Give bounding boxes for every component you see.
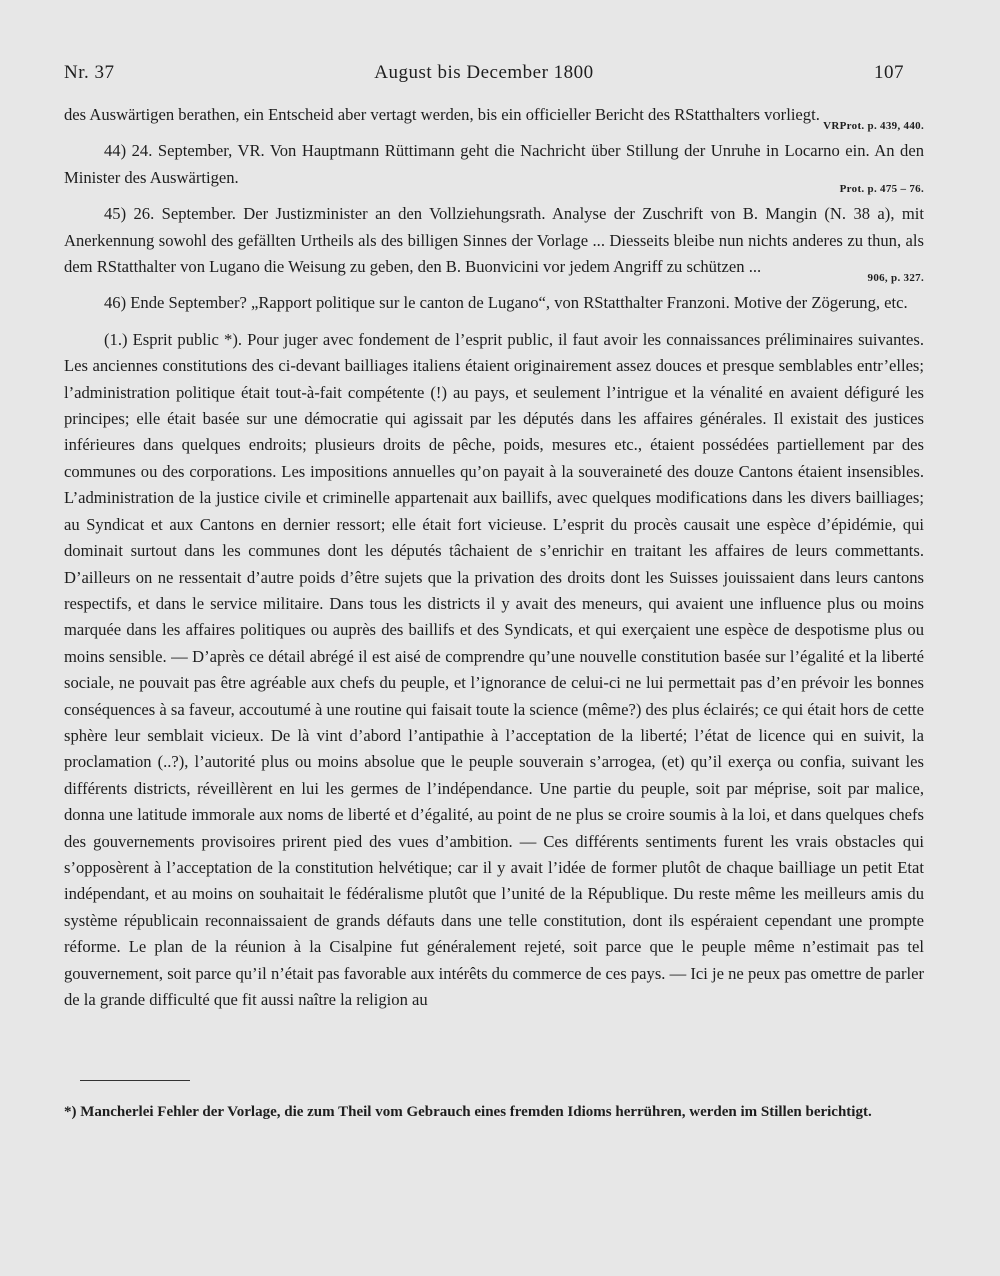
document-number: Nr. 37 (64, 62, 115, 83)
footnote: *) Mancherlei Fehler der Vorlage, die zum Theil vom Gebrauch eines fremden Idioms herrühren, werden im Stillen berichtigt. (64, 1104, 872, 1120)
footnote-divider (80, 1080, 190, 1081)
entry-44: 44) 24. September, VR. Von Hauptmann Rüttimann geht die Nachricht über Stillung der Unruhe in Locarno ein. An den Minister des Auswärtigen. (64, 141, 924, 187)
running-title: August bis December 1800 (374, 62, 594, 83)
entry-45: 45) 26. September. Der Justizminister an den Vollziehungsrath. Analyse der Zuschrift von B. Mangin (N. 38 a), mit Anerkennung sowohl des gefällten Urtheils als des billigen Sinnes der Vorlage ... Diesseits bleibe nun nichts anderes zu thun, als dem RStatthalter von Lugano die Weisung zu geben, den B. Buonvicini vor jedem Angriff zu schützen ... (64, 204, 924, 277)
page-number: 107 (874, 62, 904, 83)
reference-note: 906, p. 327. (867, 272, 924, 285)
entry-46: 46) Ende September? „Rapport politique sur le canton de Lugano“, von RStatthalter Franzoni. Motive der Zögerung, etc. (104, 293, 908, 313)
reference-note: Prot. p. 475 – 76. (839, 183, 924, 196)
paragraph-continuation: des Auswärtigen berathen, ein Entscheid aber vertagt werden, bis ein officieller Bericht des RStatthalters vorliegt. (64, 105, 820, 124)
reference-note: VRProt. p. 439, 440. (823, 120, 924, 133)
running-header (64, 62, 904, 92)
esprit-public-paragraph: (1.) Esprit public *). Pour juger avec fondement de l’esprit public, il faut avoir les connaissances préliminaires suivantes. Les anciennes constitutions des ci-devant bailliages italiens étaient originairement assez douces et presque semblables entr’elles; l’administration politique était tout-à-fait compétente (!) au pays, et seulement l’intrigue et la vénalité en avaient défiguré les principes; elle était basée sur une démocratie qui agissait par les députés dans les affaires générales. Il existait des justices inférieures dans quelques endroits; plusieurs droits de pêche, poids, mesures etc., étaient possédées partiellement par des communes ou des corporations. Les impositions annuelles qu’on payait à la souveraineté des douze Cantons étaient insensibles. L’administration de la justice civile et criminelle appartenait aux baillifs, avec quelques modifications dans les divers bailliages; au Syndicat et aux Cantons en dernier ressort; elle était fort vicieuse. L’esprit du procès causait une espèce d’épidémie, qui dominait surtout dans les communes dont les députés tâchaient de s’enrichir en traitant les affaires de leurs commettants. D’ailleurs on ne ressentait d’autre poids d’être sujets que la privation des droits dont les Suisses jouissaient dans leurs cantons respectifs, et dans le service militaire. Dans tous les districts il y avait des meneurs, qui avaient une influence plus ou moins marquée dans les affaires politiques ou auprès des baillifs et des Syndicats, et qui exerçaient une espèce de despotisme plus ou moins sensible. — D’après ce détail abrégé il est aisé de comprendre qu’une nouvelle constitution basée sur l’égalité et la liberté sociale, ne pouvait pas être agréable aux chefs du peuple, et l’ignorance de celui-ci ne lui permettait pas d’en prévoir les bonnes conséquences à sa faveur, accoutumé à une routine qui faisait toute la science (même?) des plus éclairés; ce qui était hors de cette sphère leur semblait vicieux. De là vint d’abord l’antipathie à l’acceptation de la liberté; l’état de licence qui en suivit, la proclamation (..?), l’autorité plus ou moins absolue que le peuple souverain s’arrogea, (et) qu’il exerça ou confia, suivant les différents districts, réveillèrent en lui les germes de l’indépendance. Une partie du peuple, soit par méprise, soit par malice, donna une latitude immorale aux noms de liberté et d’égalité, au point de ne plus se croire soumis à la loi, et dans quelques chefs des gouvernements provisoires prirent pied des vues d’ambition. — Ces différents sentiments furent les vrais obstacles qui s’opposèrent à l’acceptation de la constitution helvétique; car il y avait l’idée de former plutôt de chaque bailliage un petit Etat indépendant, et au moins on souhaitait le fédéralisme plutôt que l’unité de la République. Du reste même les meilleurs amis du système républicain reconnaissaient de grands défauts dans une telle constitution, dont ils espéraient cependant une prompte réforme. Le plan de la réunion à la Cisalpine fut généralement rejeté, soit parce que le peuple même n’estimait pas tel gouvernement, soit parce qu’il n’était pas favorable aux intérêts du commerce de ces pays. — Ici je ne peux pas omettre de parler de la grande difficulté que fit aussi naître la religion au (64, 329, 924, 1009)
main-text (64, 102, 924, 1013)
